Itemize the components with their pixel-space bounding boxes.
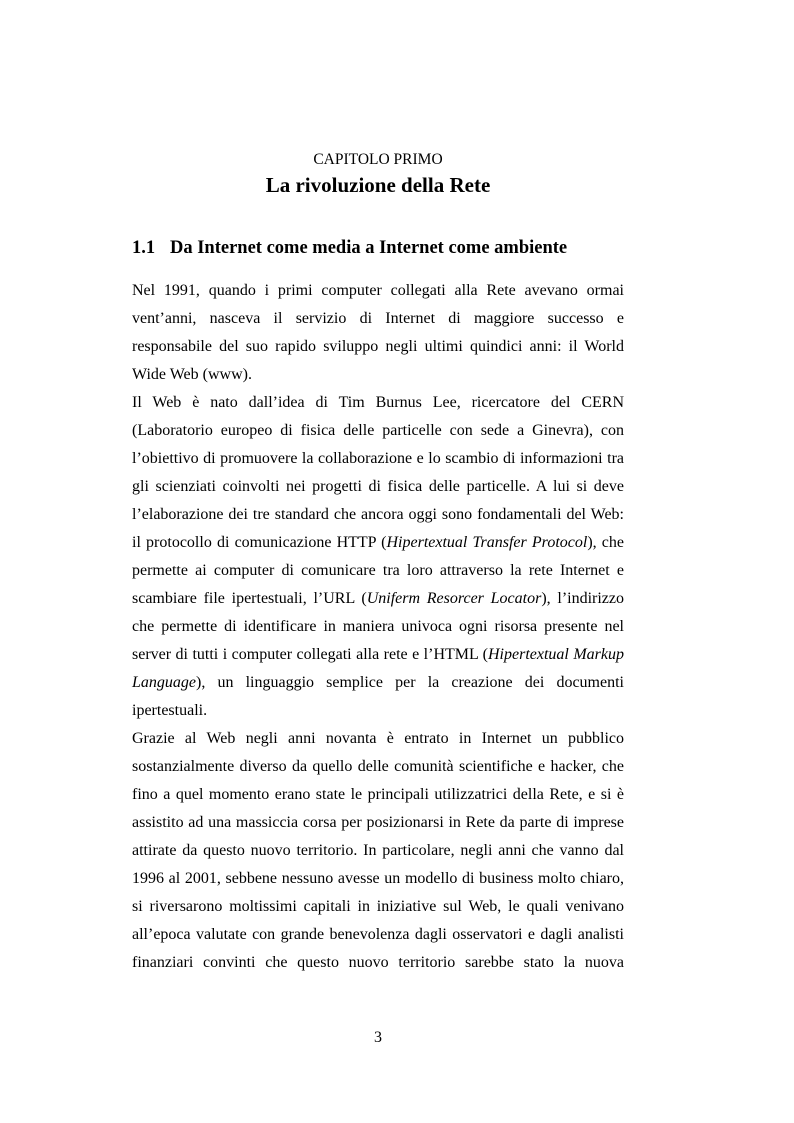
text-run: responsabile del suo rapido sviluppo negli ultimi quindici anni: il World <box>132 338 624 355</box>
text-run: l’obiettivo di promuovere la collaborazione e lo scambio di informazioni tra <box>132 450 624 467</box>
page-number: 3 <box>374 1029 382 1046</box>
italic-term: Language <box>132 674 196 691</box>
text-line <box>132 921 624 949</box>
text-line <box>132 361 624 389</box>
text-line <box>132 865 624 893</box>
text-run: gli scienziati coinvolti nei progetti di fisica delle particelle. A lui si deve <box>132 478 624 495</box>
text-run: permette ai computer di comunicare tra loro attraverso la rete Internet e <box>132 562 624 579</box>
text-run: l’elaborazione dei tre standard che ancora oggi sono fondamentali del Web: <box>132 506 624 523</box>
text-run: Grazie al Web negli anni novanta è entrato in Internet un pubblico <box>132 730 624 747</box>
text-run: finanziari convinti che questo nuovo territorio sarebbe stato la nuova <box>132 954 624 971</box>
body-text <box>132 277 624 977</box>
text-line <box>132 529 624 557</box>
text-run: server di tutti i computer collegati alla rete e l’HTML ( <box>132 646 488 663</box>
text-line <box>132 641 624 669</box>
text-run: si riversarono moltissimi capitali in iniziative sul Web, le quali venivano <box>132 898 624 915</box>
text-line <box>132 837 624 865</box>
text-line <box>132 585 624 613</box>
text-run: attirate da questo nuovo territorio. In particolare, negli anni che vanno dal <box>132 842 624 859</box>
text-run: vent’anni, nasceva il servizio di Internet di maggiore successo e <box>132 310 624 327</box>
chapter-title: La rivoluzione della Rete <box>265 173 491 197</box>
text-run: Wide Web (www). <box>132 366 252 383</box>
text-run: che permette di identificare in maniera univoca ogni risorsa presente nel <box>132 618 624 635</box>
text-run: Nel 1991, quando i primi computer collegati alla Rete avevano ormai <box>132 282 624 299</box>
text-run: (Laboratorio europeo di fisica delle particelle con sede a Ginevra), con <box>132 422 624 439</box>
text-run: all’epoca valutate con grande benevolenza dagli osservatori e dagli analisti <box>132 926 624 943</box>
text-run: fino a quel momento erano state le principali utilizzatrici della Rete, e si è <box>132 786 624 803</box>
text-line <box>132 809 624 837</box>
text-line <box>132 669 624 697</box>
text-line <box>132 697 624 725</box>
text-run: il protocollo di comunicazione HTTP ( <box>132 534 387 551</box>
section-heading <box>132 236 632 260</box>
text-line <box>132 389 624 417</box>
text-run: ipertestuali. <box>132 702 208 719</box>
text-line <box>132 781 624 809</box>
text-line <box>132 753 624 781</box>
italic-term: Hipertextual Markup <box>488 646 624 663</box>
text-line <box>132 613 624 641</box>
text-line <box>132 445 624 473</box>
text-line <box>132 725 624 753</box>
chapter-label: CAPITOLO PRIMO <box>313 151 443 168</box>
text-line <box>132 893 624 921</box>
text-run: ), l’indirizzo <box>541 590 625 607</box>
text-line <box>132 333 624 361</box>
text-run: sostanzialmente diverso da quello delle comunità scientifiche e hacker, che <box>132 758 624 775</box>
text-line <box>132 305 624 333</box>
text-run: 1996 al 2001, sebbene nessuno avesse un modello di business molto chiaro, <box>132 870 624 887</box>
text-run: Il Web è nato dall’idea di Tim Burnus Lee, ricercatore del CERN <box>132 394 624 411</box>
section-title: Da Internet come media a Internet come ambiente <box>170 238 568 258</box>
text-line <box>132 417 624 445</box>
text-line <box>132 557 624 585</box>
italic-term: Hipertextual Transfer Protocol <box>386 534 588 551</box>
text-line <box>132 949 624 977</box>
text-run: scambiare file ipertestuali, l’URL ( <box>132 590 367 607</box>
text-run: assistito ad una massiccia corsa per posizionarsi in Rete da parte di imprese <box>132 814 624 831</box>
text-run: ), un linguaggio semplice per la creazione dei documenti <box>196 674 624 691</box>
text-line <box>132 501 624 529</box>
text-line <box>132 473 624 501</box>
italic-term: Uniferm Resorcer Locator <box>366 590 542 607</box>
section-number: 1.1 <box>132 238 156 258</box>
text-run: ), che <box>587 534 625 551</box>
text-line <box>132 277 624 305</box>
